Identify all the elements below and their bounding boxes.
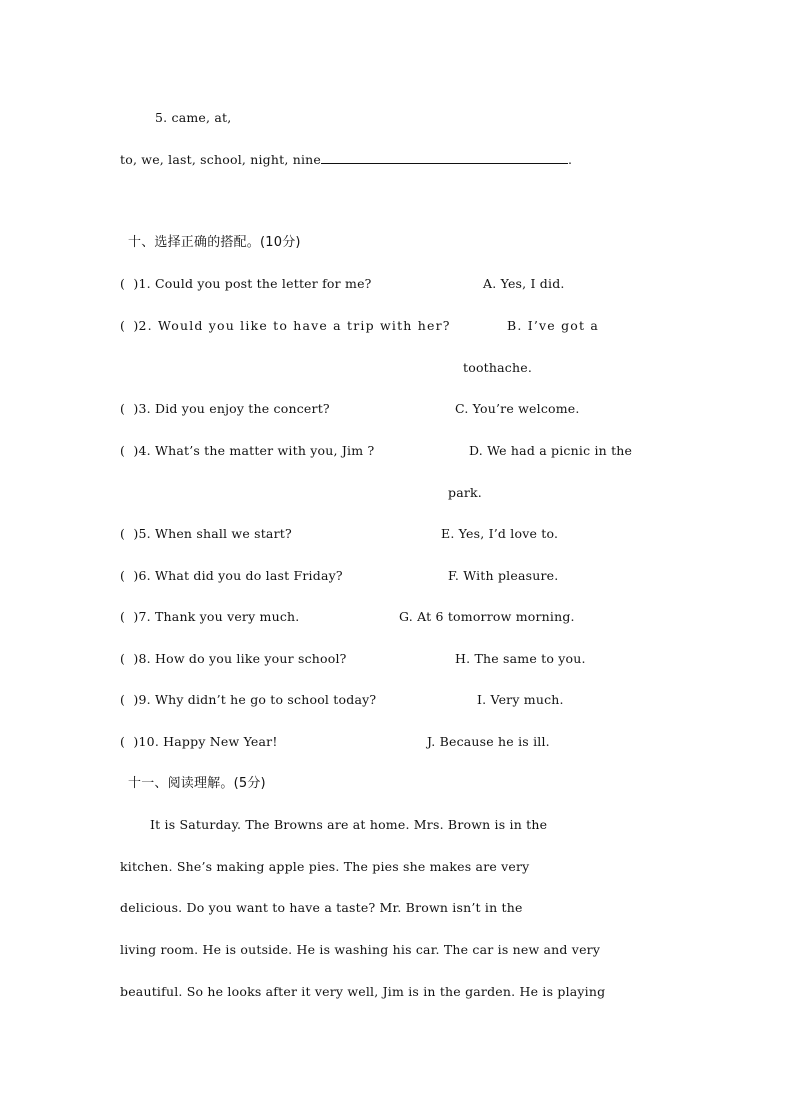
question-text: 6. What did you do last Friday? bbox=[138, 568, 343, 583]
passage-line-4: living room. He is outside. He is washing his car. The car is new and very bbox=[120, 942, 601, 957]
section-10-heading: 十、选择正确的搭配。(10分) bbox=[128, 235, 301, 250]
match-answer-b: B. I’ve got a bbox=[507, 318, 600, 333]
match-question-1 bbox=[120, 276, 372, 292]
question-text: 8. How do you like your school? bbox=[138, 651, 347, 666]
passage-line-5: beautiful. So he looks after it very well, Jim is in the garden. He is playing bbox=[120, 984, 606, 999]
answer-paren[interactable]: ( ) bbox=[120, 568, 139, 583]
match-question-8 bbox=[120, 651, 347, 667]
question-text: 10. Happy New Year! bbox=[138, 734, 278, 749]
rearrange-item5-line1: 5. came, at, bbox=[155, 110, 232, 125]
match-answer-g: G. At 6 tomorrow morning. bbox=[399, 609, 575, 624]
match-question-7 bbox=[120, 609, 299, 625]
answer-paren[interactable]: ( ) bbox=[120, 651, 139, 666]
answer-paren[interactable]: ( ) bbox=[120, 609, 139, 624]
answer-paren[interactable]: ( ) bbox=[120, 276, 139, 291]
answer-paren[interactable]: ( ) bbox=[120, 443, 139, 458]
answer-paren[interactable]: ( ) bbox=[120, 401, 139, 416]
answer-blank[interactable] bbox=[321, 152, 568, 164]
match-answer-c: C. You’re welcome. bbox=[455, 401, 580, 416]
match-question-2 bbox=[120, 318, 451, 334]
question-text: 3. Did you enjoy the concert? bbox=[138, 401, 330, 416]
rearrange-item5-line2 bbox=[120, 152, 572, 168]
match-answer-e: E. Yes, I’d love to. bbox=[441, 526, 559, 541]
answer-paren[interactable]: ( ) bbox=[120, 526, 139, 541]
section-11-heading: 十一、阅读理解。(5分) bbox=[128, 776, 266, 791]
match-question-6 bbox=[120, 568, 343, 584]
passage-line-3: delicious. Do you want to have a taste? Mr. Brown isn’t in the bbox=[120, 900, 523, 915]
match-answer-f: F. With pleasure. bbox=[448, 568, 559, 583]
match-question-9 bbox=[120, 692, 376, 708]
match-question-4 bbox=[120, 443, 374, 459]
question-text: 4. What’s the matter with you, Jim ? bbox=[138, 443, 375, 458]
question-text: 2. Would you like to have a trip with her? bbox=[138, 318, 451, 333]
question-text: 7. Thank you very much. bbox=[138, 609, 300, 624]
match-answer-d: D. We had a picnic in the bbox=[469, 443, 633, 458]
match-answer-d-cont: park. bbox=[448, 485, 482, 500]
rearrange-item5-words: to, we, last, school, night, nine bbox=[120, 152, 322, 167]
match-answer-i: I. Very much. bbox=[477, 692, 564, 707]
match-answer-j: J. Because he is ill. bbox=[427, 734, 550, 749]
question-text: 1. Could you post the letter for me? bbox=[138, 276, 372, 291]
match-question-3 bbox=[120, 401, 330, 417]
answer-paren[interactable]: ( ) bbox=[120, 734, 139, 749]
answer-paren[interactable]: ( ) bbox=[120, 318, 139, 333]
passage-line-1: It is Saturday. The Browns are at home. Mrs. Brown is in the bbox=[150, 817, 548, 832]
match-question-10 bbox=[120, 734, 278, 750]
match-question-5 bbox=[120, 526, 292, 542]
passage-line-2: kitchen. She’s making apple pies. The pies she makes are very bbox=[120, 859, 530, 874]
question-text: 5. When shall we start? bbox=[138, 526, 292, 541]
rearrange-item5-end: . bbox=[568, 152, 573, 167]
match-answer-h: H. The same to you. bbox=[455, 651, 586, 666]
match-answer-b-cont: toothache. bbox=[463, 360, 533, 375]
match-answer-a: A. Yes, I did. bbox=[483, 276, 565, 291]
answer-paren[interactable]: ( ) bbox=[120, 692, 139, 707]
question-text: 9. Why didn’t he go to school today? bbox=[138, 692, 377, 707]
